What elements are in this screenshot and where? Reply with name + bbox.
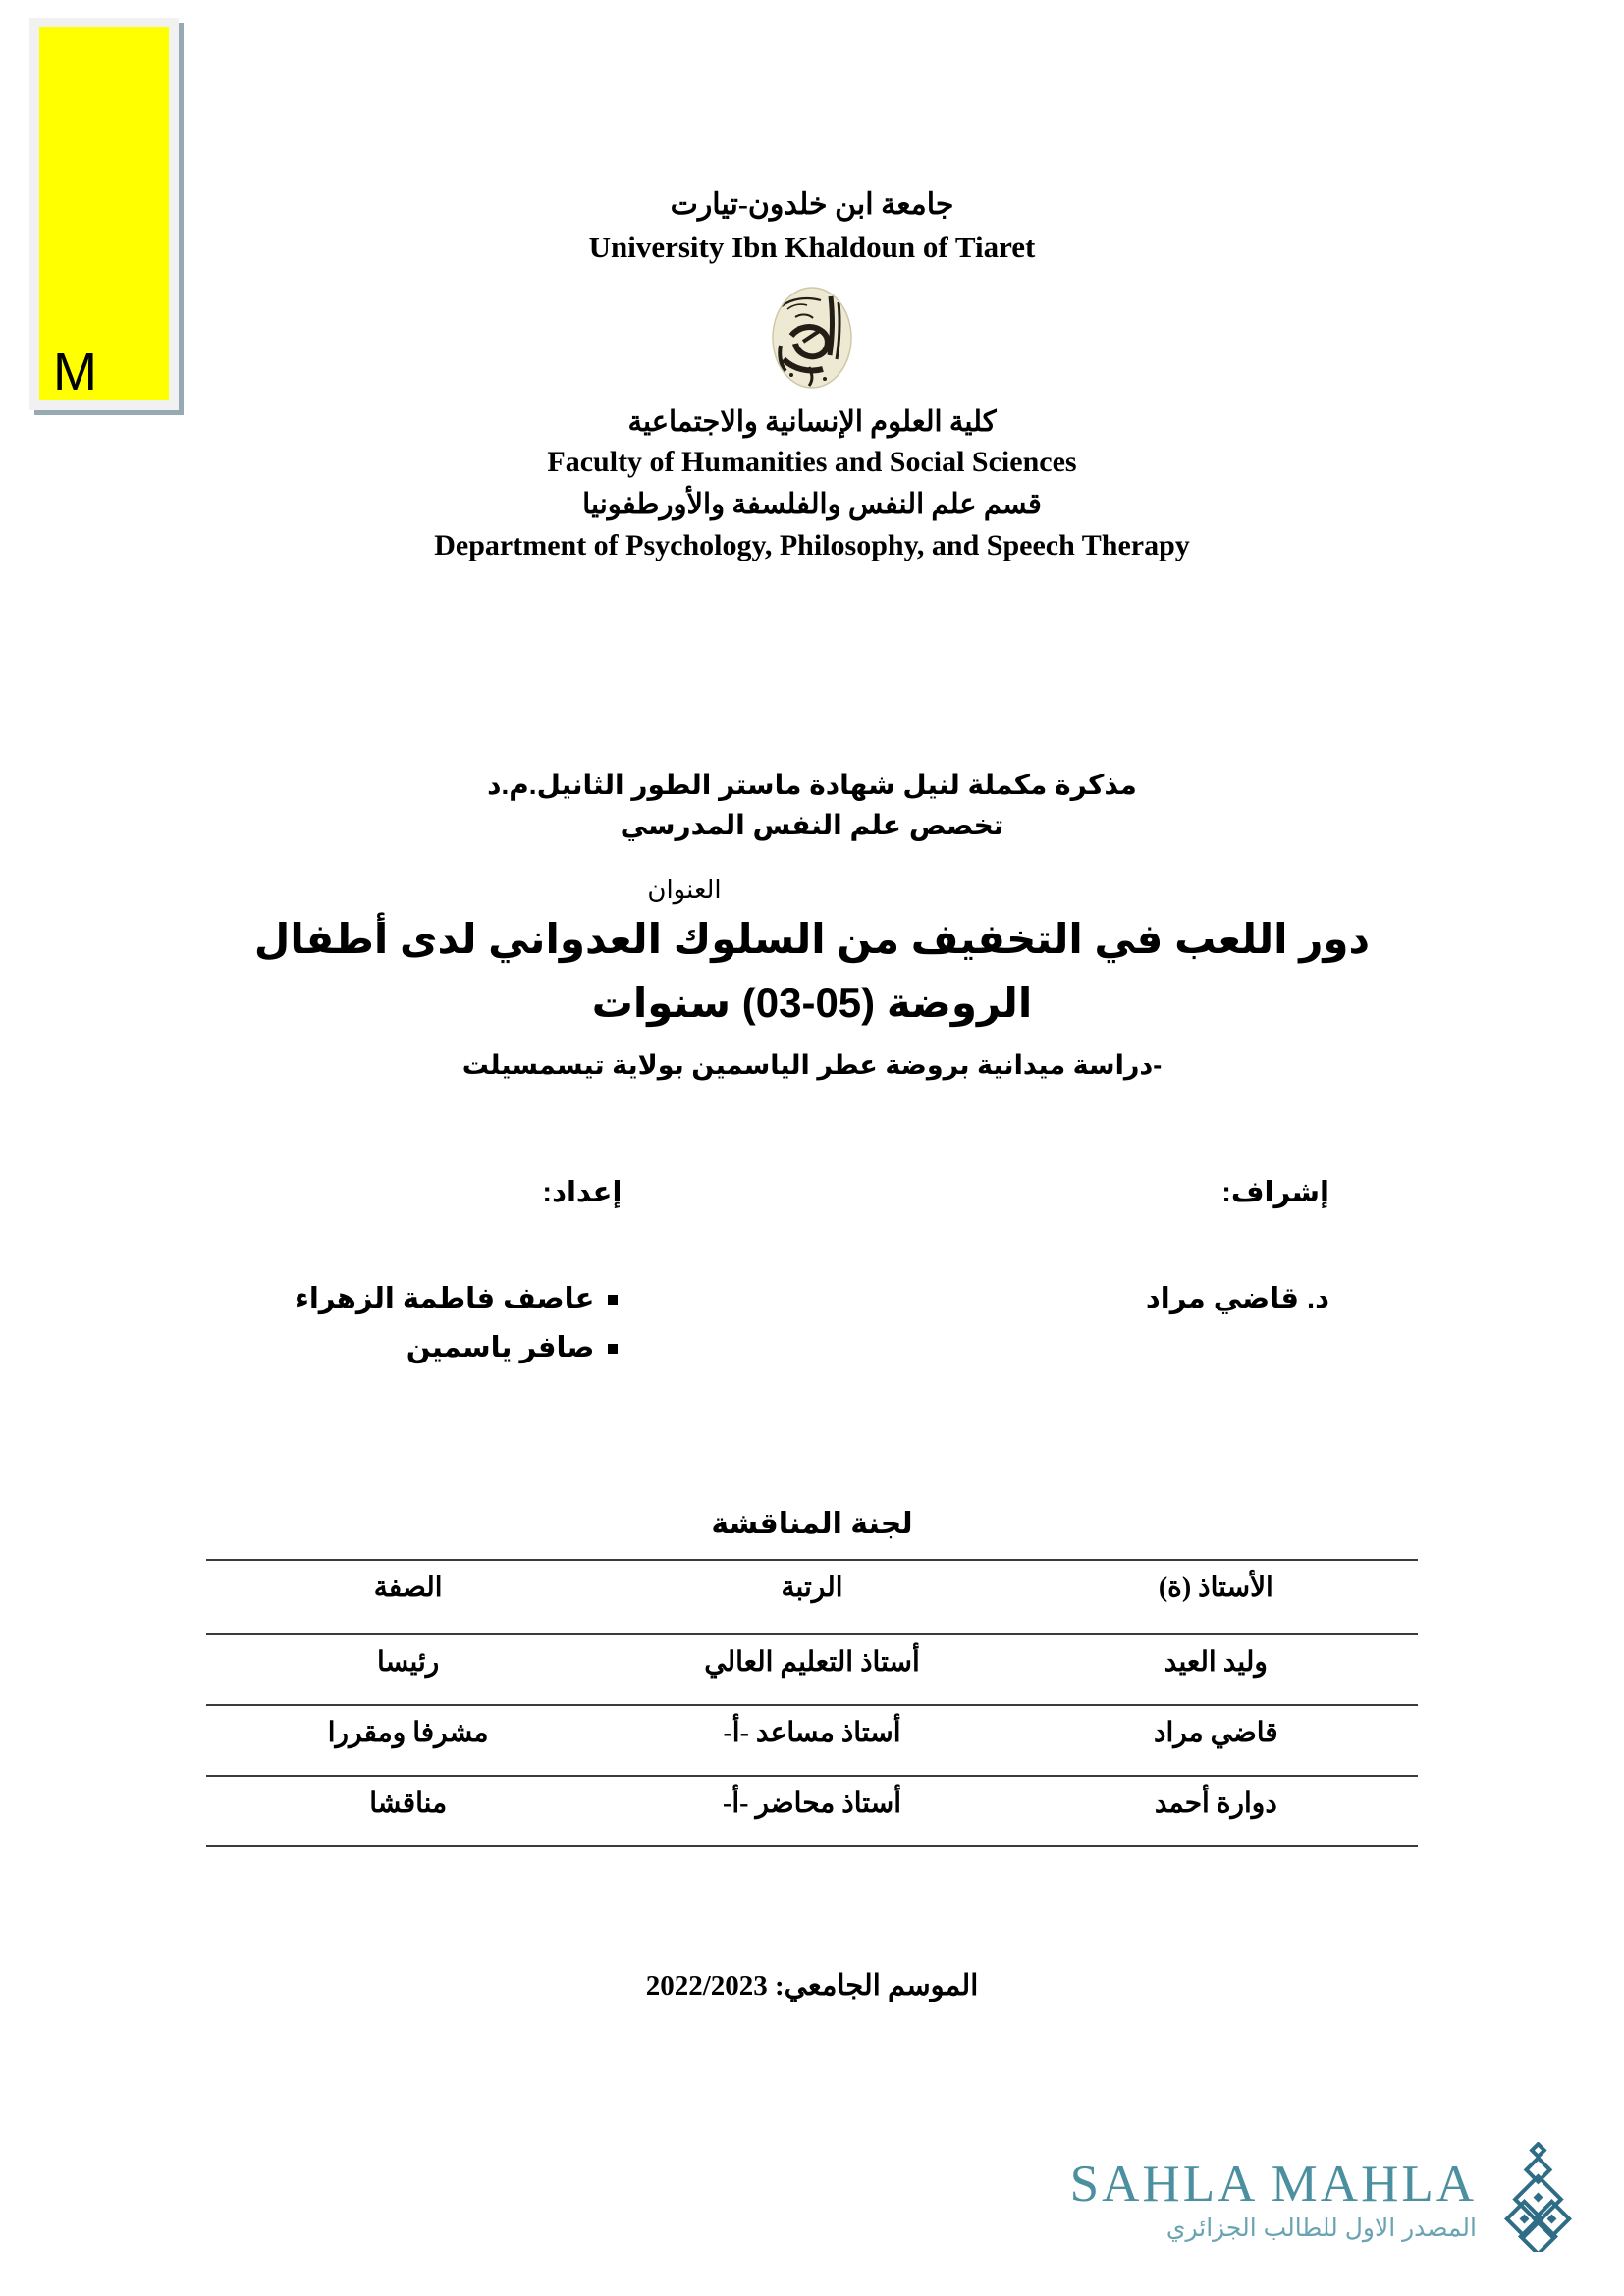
title-label: العنوان	[647, 875, 722, 904]
jury-member-role: رئيسا	[206, 1634, 610, 1705]
university-seal-icon	[748, 285, 876, 391]
jury-member-role: مشرفا ومقررا	[206, 1705, 610, 1776]
jury-member-role: مناقشا	[206, 1776, 610, 1846]
jury-member-rank: أستاذ محاضر -أ-	[610, 1776, 1013, 1846]
table-row	[206, 1634, 1418, 1705]
jury-member-name: قاضي مراد	[1014, 1705, 1418, 1776]
table-header-row	[206, 1560, 1418, 1634]
degree-specialization: تخصص علم النفس المدرسي	[620, 809, 1004, 840]
university-name-arabic: جامعة ابن خلدون-تيارت	[670, 188, 954, 221]
jury-title: لجنة المناقشة	[711, 1508, 913, 1540]
watermark-tagline: المصدر الاول للطالب الجزائري	[1165, 2214, 1477, 2242]
jury-member-rank: أستاذ مساعد -أ-	[610, 1705, 1013, 1776]
jury-section	[0, 1507, 1624, 1847]
faculty-name-arabic: كلية العلوم الإنسانية والاجتماعية	[627, 405, 997, 438]
jury-member-rank: أستاذ التعليم العالي	[610, 1634, 1013, 1705]
jury-table	[206, 1559, 1418, 1847]
degree-statement-line-1: مذكرة مكملة لنيل شهادة ماستر الطور الثانيل.م.د	[487, 770, 1137, 800]
column-header-professor: الأستاذ (ة)	[1014, 1560, 1418, 1634]
supervisor-name: د. قاضي مراد	[1145, 1282, 1329, 1314]
watermark-text	[1069, 2155, 1477, 2242]
page-header	[0, 187, 1624, 565]
column-header-rank: الرتبة	[610, 1560, 1013, 1634]
authors-heading: إعداد:	[542, 1177, 623, 1208]
supervisor-column	[1035, 1173, 1329, 1373]
watermark-brand-name: SAHLA MAHLA	[1069, 2155, 1477, 2213]
watermark-logo	[1070, 2142, 1585, 2257]
marker-letter: M	[53, 343, 97, 401]
diamond-lattice-icon	[1490, 2142, 1585, 2257]
table-row	[206, 1776, 1418, 1846]
university-name-english: University Ibn Khaldoun of Tiaret	[588, 229, 1036, 264]
degree-statement	[0, 766, 1624, 845]
authors-column	[295, 1173, 622, 1373]
column-header-role: الصفة	[206, 1560, 610, 1634]
jury-member-name: وليد العيد	[1014, 1634, 1418, 1705]
supervisor-heading: إشراف:	[1221, 1177, 1329, 1208]
thesis-subtitle: -دراسة ميدانية بروضة عطر الياسمين بولاية تيسمسيلت	[461, 1049, 1163, 1080]
page-title: دور اللعب في التخفيف من السلوك العدواني لدى أطفال الروضة (05-03) سنوات	[253, 916, 1371, 1027]
department-name-english: Department of Psychology, Philosophy, and Speech Therapy	[434, 528, 1190, 561]
table-row	[206, 1705, 1418, 1776]
thesis-title-block	[0, 872, 1624, 1085]
list-item: صافر ياسمين	[295, 1323, 622, 1373]
academic-year: الموسم الجامعي: 2022/2023	[645, 1970, 979, 2002]
jury-member-name: دوارة أحمد	[1014, 1776, 1418, 1846]
authors-list	[295, 1274, 622, 1374]
faculty-name-english: Faculty of Humanities and Social Sciences	[547, 446, 1077, 479]
department-name-arabic: قسم علم النفس والفلسفة والأورطفونيا	[582, 488, 1042, 520]
list-item: عاصف فاطمة الزهراء	[295, 1274, 622, 1324]
authors-supervisor-section	[0, 1173, 1624, 1373]
